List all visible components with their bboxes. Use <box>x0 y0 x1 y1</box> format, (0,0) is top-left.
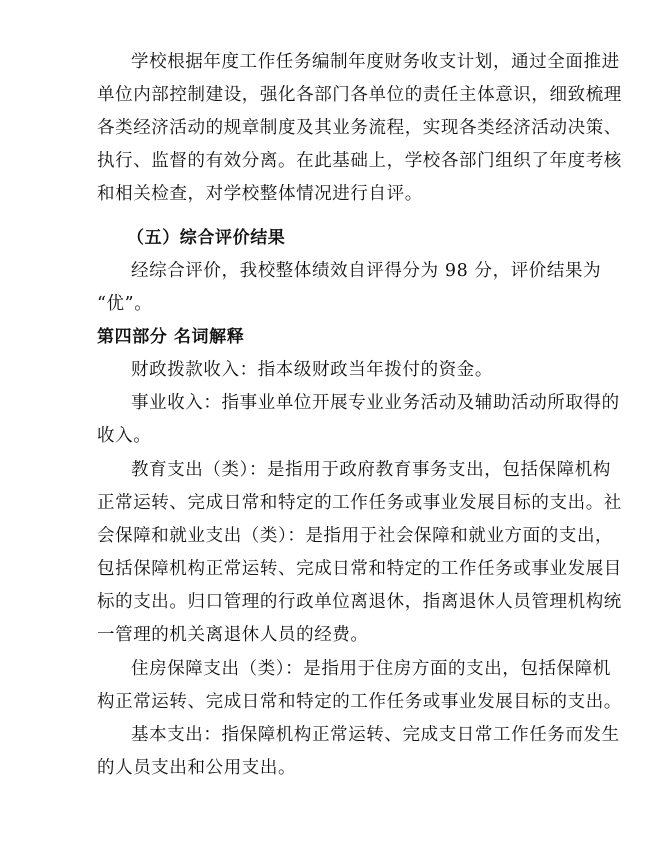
paragraph-line: 一管理的机关离退休人员的经费。 <box>97 625 369 645</box>
paragraph-line: 单位内部控制建设，强化各部门各单位的责任主体意识，细致梳理 <box>97 85 622 105</box>
paragraph-line: “优”。 <box>97 294 153 314</box>
paragraph-line: 财政拨款收入：指本级财政当年拨付的资金。 <box>131 360 493 380</box>
paragraph-line: 教育支出（类）：是指用于政府教育事务支出，包括保障机构 <box>131 460 611 480</box>
part-heading: 第四部分 名词解释 <box>97 327 245 347</box>
paragraph-line: 正常运转、完成日常和特定的工作任务或事业发展目标的支出。社 <box>97 493 622 513</box>
paragraph-line: 执行、监督的有效分离。在此基础上，学校各部门组织了年度考核 <box>97 151 622 171</box>
section-heading: （五）综合评价结果 <box>127 228 286 248</box>
paragraph-line: 和相关检查，对学校整体情况进行自评。 <box>97 184 423 204</box>
paragraph-line: 包括保障机构正常运转、完成日常和特定的工作任务或事业发展目 <box>97 559 622 579</box>
paragraph-line: 经综合评价，我校整体绩效自评得分为 98 分，评价结果为 <box>131 261 602 281</box>
paragraph-line: 各类经济活动的规章制度及其业务流程，实现各类经济活动决策、 <box>97 118 622 138</box>
paragraph-line: 会保障和就业支出（类）：是指用于社会保障和就业方面的支出， <box>97 526 614 546</box>
paragraph-line: 构正常运转、完成日常和特定的工作任务或事业发展目标的支出。 <box>97 692 622 712</box>
paragraph-line: 标的支出。归口管理的行政单位离退休，指离退休人员管理机构统 <box>97 592 622 612</box>
paragraph-line: 事业收入：指事业单位开展专业业务活动及辅助活动所取得的 <box>131 393 620 413</box>
paragraph-line: 收入。 <box>97 426 152 446</box>
paragraph-line: 的人员支出和公用支出。 <box>97 758 297 778</box>
paragraph-line: 学校根据年度工作任务编制年度财务收支计划，通过全面推进 <box>131 52 620 72</box>
paragraph-line: 基本支出：指保障机构正常运转、完成支日常工作任务而发生 <box>131 725 620 745</box>
paragraph-line: 住房保障支出（类）：是指用于住房方面的支出，包括保障机 <box>131 659 611 679</box>
